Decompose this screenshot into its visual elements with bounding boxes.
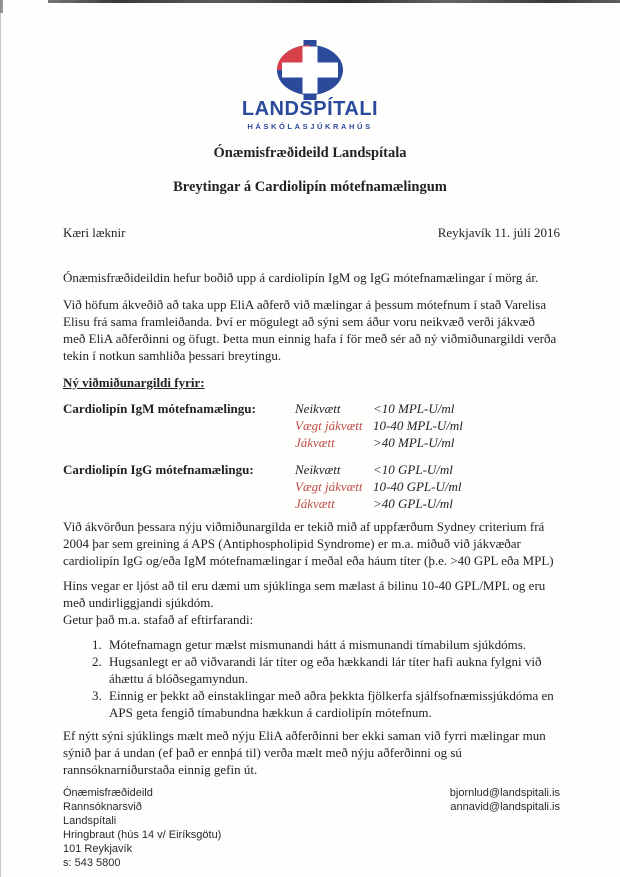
status-weak-positive: Vægt jákvætt (295, 479, 363, 494)
department-title: Ónæmisfræðideild Landspítala (213, 145, 407, 161)
range-weak-positive: 10-40 MPL-U/ml (373, 418, 463, 433)
footer-line: 101 Reykjavík (63, 843, 133, 855)
paragraph-retest-policy: Ef nýtt sýni sjúklings mælt með nýju EliA aðferðinni ber ekki saman við fyrri mælingar mun sýnið þar á undan (ef það er ennþá til) verða mælt með nýju aðferðinni og sú rannsóknarniðurstaða einnig gefin út. (63, 728, 546, 777)
table-row (295, 478, 560, 495)
paragraph-method-change: Við höfum ákveðið að taka upp EliA aðferð við mælingar á þessum mótefnum í stað Varelisa Elisu frá sama framleiðanda. Því er mögulegt að sýni sem áður voru neikvæð verði jákvæð með EliA aðferðinni og öfugt. Þetta mun einnig hafa í för með sér að ný viðmiðunargildi verða tekin í notkun samhliða þessari breytingu. (63, 297, 557, 363)
table-row (295, 461, 560, 478)
dateline: Reykjavík 11. júlí 2016 (437, 225, 560, 240)
footer-email: bjornlud@landspitali.is (449, 787, 560, 799)
footer-line: Ónæmisfræðideild (63, 787, 153, 799)
footer-line: Hringbraut (hús 14 v/ Eiríksgötu) (63, 829, 222, 841)
igm-table-label: Cardiolipín IgM mótefnamælingu: (63, 401, 256, 416)
letter-footer (63, 786, 560, 870)
footer-email-block (450, 786, 560, 814)
table-row (295, 495, 560, 512)
range-negative: <10 MPL-U/ml (373, 401, 455, 416)
scan-artifact-left-edge (0, 0, 1, 877)
logo-tagline: HÁSKÓLASJÚKRAHÚS (247, 122, 373, 131)
range-positive: >40 GPL-U/ml (373, 496, 453, 511)
reference-values-heading: Ný viðmiðunargildi fyrir: (63, 375, 205, 390)
reasons-list (63, 636, 560, 721)
status-negative: Neikvætt (295, 462, 341, 477)
scan-artifact-top-edge (48, 0, 620, 3)
reference-table-igm (63, 400, 560, 451)
table-row (295, 417, 560, 434)
status-weak-positive: Vægt jákvætt (295, 418, 363, 433)
footer-address-block (63, 786, 221, 870)
igg-table-label: Cardiolipín IgG mótefnamælingu: (63, 462, 254, 477)
reference-table-igg (63, 461, 560, 512)
paragraph-borderline-patients (63, 577, 560, 628)
logo-wordmark: LANDSPÍTALI (241, 98, 379, 120)
list-item: 2. Hugsanlegt er að viðvarandi lár títer og eða hækkandi lár títer hafi aukna fylgni við áhættu á blóðsegamyndun. (105, 653, 560, 687)
letter-body (63, 224, 560, 778)
footer-line: s: 543 5800 (63, 857, 121, 869)
status-positive: Jákvætt (295, 496, 335, 511)
scan-artifact-corner-mark (0, 0, 3, 13)
salutation-row (63, 224, 560, 241)
salutation: Kæri læknir (63, 225, 126, 240)
range-positive: >40 MPL-U/ml (373, 435, 455, 450)
footer-line: Rannsóknarsvið (63, 801, 142, 813)
paragraph-borderline-line2: Getur það m.a. stafað af eftirfarandi: (63, 612, 254, 627)
footer-line: Landspítali (63, 815, 117, 827)
status-positive: Jákvætt (295, 435, 335, 450)
landspitali-cross-icon (275, 40, 345, 100)
letter-subject-title: Breytingar á Cardiolipín mótefnamælingum (173, 179, 447, 195)
paragraph-sydney-criteria: Við ákvörðun þessara nýju viðmiðunargilda er tekið mið af uppfærðum Sydney criterium frá 2004 þar sem greining á APS (Antiphospholipid Syndrome) er m.a. miðuð við jákvæðar cardiolipín IgG og/eða IgM mótefnamælingar í meðal eða háum títer (þ.e. >40 GPL eða MPL) (63, 519, 554, 568)
igg-table-values (295, 461, 560, 512)
landspitali-logo (0, 0, 620, 131)
igm-table-values (295, 400, 560, 451)
range-weak-positive: 10-40 GPL-U/ml (373, 479, 462, 494)
table-row (295, 400, 560, 417)
range-negative: <10 GPL-U/ml (373, 462, 453, 477)
list-item: 1. Mótefnamagn getur mælst mismunandi hátt á mismunandi tímabilum sjúkdóms. (105, 636, 560, 653)
paragraph-intro: Ónæmisfræðideildin hefur boðið upp á cardiolipín IgM og IgG mótefnamælingar í mörg ár. (63, 270, 539, 285)
table-row (295, 434, 560, 451)
list-item: 3. Einnig er þekkt að einstaklingar með aðra þekkta fjölkerfa sjálfsofnæmissjúkdóma en APS geta fengið tímabundna hækkun á cardiolipín mótefnum. (105, 687, 560, 721)
status-negative: Neikvætt (295, 401, 341, 416)
paragraph-borderline-line1: Hins vegar er ljóst að til eru dæmi um sjúklinga sem mælast á bilinu 10-40 GPL/MPL og eru með undirliggjandi sjúkdóm. (63, 578, 546, 610)
footer-email: annavid@landspitali.is (450, 801, 560, 813)
